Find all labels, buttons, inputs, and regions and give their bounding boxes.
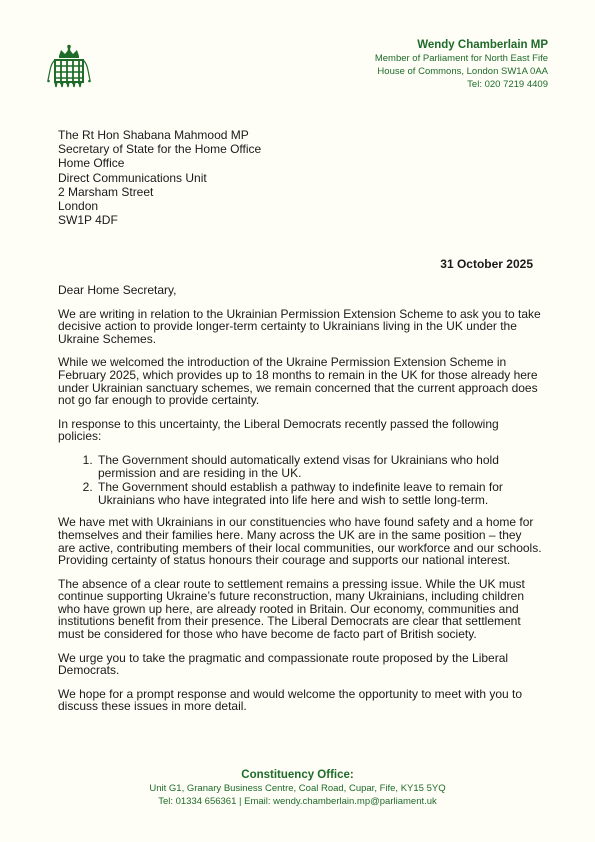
- footer-contact: Tel: 01334 656361 | Email: wendy.chamberlain.mp@parliament.uk: [158, 796, 437, 807]
- policy-item: 2. The Government should establish a pathway to indefinite leave to remain for Ukrainians who have integrated into life here and wish to settle long-term.: [96, 481, 542, 506]
- body-paragraph: In response to this uncertainty, the Liberal Democrats recently passed the following policies:: [58, 416, 499, 444]
- footer-address: Unit G1, Granary Business Centre, Coal Road, Cupar, Fife, KY15 5YQ: [149, 783, 446, 794]
- recipient-line: SW1P 4DF: [58, 213, 118, 228]
- recipient-line: 2 Marsham Street: [58, 184, 154, 199]
- body-paragraph: We have met with Ukrainians in our constituencies who have found safety and a home for themselves and their families here. Many across the UK are in the same position – they are active, contributing members of their local communities, our workforce and our schools. Providing certainty of status honours their courage and supports our national interest.: [58, 515, 542, 568]
- recipient-line: Secretary of State for the Home Office: [58, 142, 262, 157]
- body-paragraph: We urge you to take the pragmatic and compassionate route proposed by the Liberal Democrats.: [58, 650, 509, 678]
- mp-phone: Tel: 020 7219 4409: [467, 79, 548, 90]
- parliament-logo: [47, 44, 91, 92]
- footer-title: Constituency Office:: [241, 769, 354, 781]
- recipient-line: London: [58, 199, 99, 214]
- policy-list: [58, 454, 542, 506]
- policy-item: 1. The Government should automatically extend visas for Ukrainians who hold permission and are residing in the UK.: [96, 454, 542, 479]
- mp-address: House of Commons, London SW1A 0AA: [377, 66, 548, 77]
- constituency-office-footer: [0, 768, 595, 808]
- body-paragraph: The absence of a clear route to settlement remains a pressing issue. While the UK must continue supporting Ukraine’s future reconstruction, many Ukrainians, including children who have grown up here, are already rooted in Britain. Our economy, communities and institutions benefit from their presence. The Liberal Democrats are clear that settlement must be considered for those who have become de facto part of British society.: [58, 576, 525, 642]
- recipient-address: [58, 128, 261, 227]
- mp-letterhead: [375, 38, 548, 91]
- mp-role: Member of Parliament for North East Fife: [374, 53, 548, 64]
- letter-date: 31 October 2025: [440, 257, 533, 271]
- letter-body: [58, 284, 542, 724]
- body-paragraph: We are writing in relation to the Ukrainian Permission Extension Scheme to ask you to take decisive action to provide longer-term certainty to Ukrainians living in the UK under the Ukraine Schemes.: [58, 306, 541, 346]
- salutation: Dear Home Secretary,: [58, 283, 177, 297]
- house-of-commons-portcullis-icon: [47, 44, 91, 92]
- body-paragraph: We hope for a prompt response and would welcome the opportunity to meet with you to discuss these issues in more detail.: [58, 686, 523, 714]
- mp-name: Wendy Chamberlain MP: [417, 39, 548, 51]
- recipient-line: The Rt Hon Shabana Mahmood MP: [58, 128, 249, 142]
- recipient-line: Home Office: [58, 156, 125, 171]
- recipient-line: Direct Communications Unit: [58, 170, 207, 185]
- body-paragraph: While we welcomed the introduction of the Ukraine Permission Extension Scheme in February 2025, which provides up to 18 months to remain in the UK for those already here under Ukrainian sanctuary schemes, we remain concerned that the current approach does not go far enough to provide certainty.: [58, 355, 538, 408]
